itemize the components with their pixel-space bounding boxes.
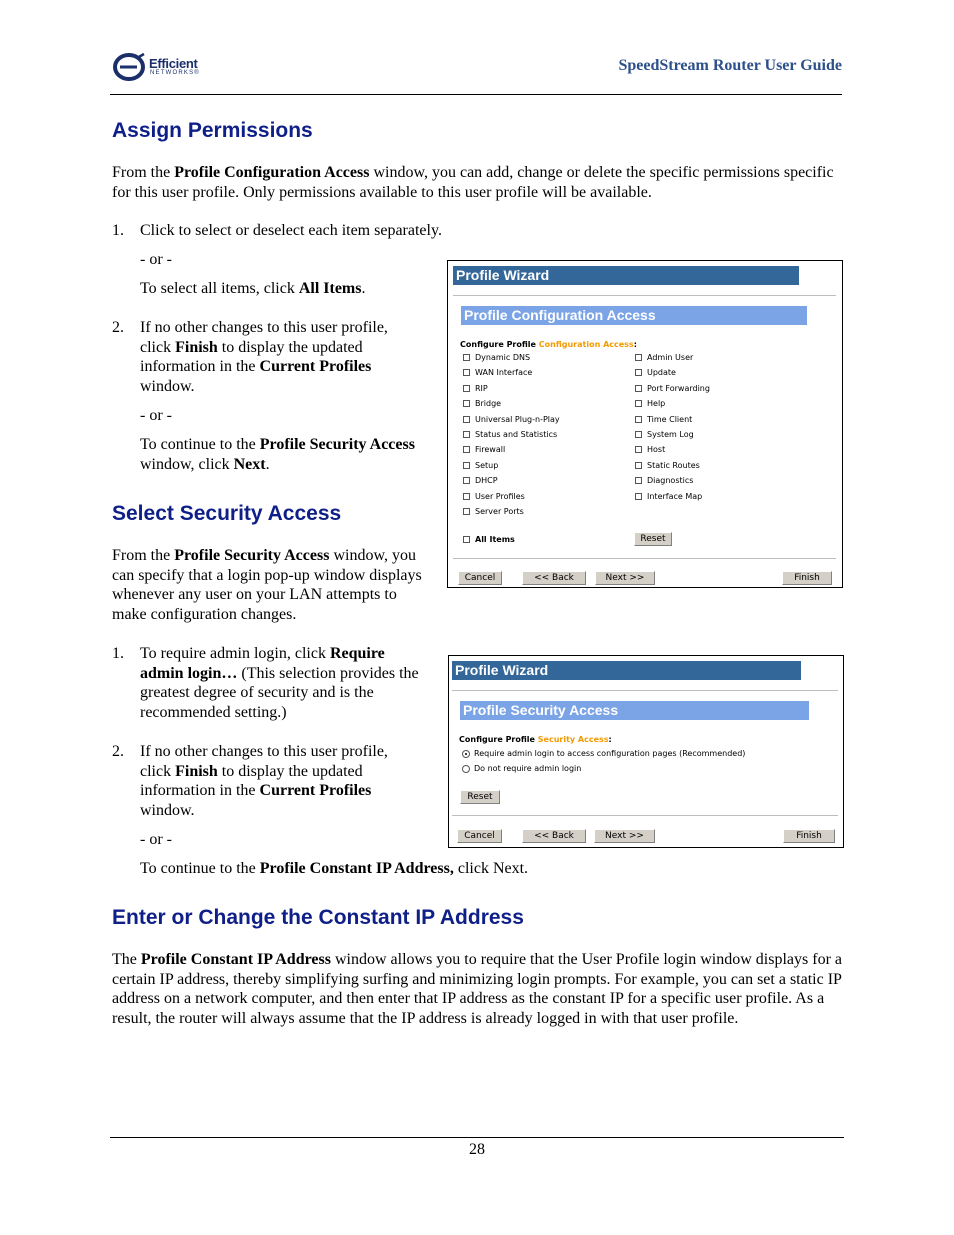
finish-button[interactable]: Finish (782, 571, 832, 585)
next-button[interactable]: Next >> (594, 829, 655, 843)
divider (452, 690, 838, 691)
next-button[interactable]: Next >> (595, 571, 655, 585)
permission-checkbox[interactable]: Port Forwarding (635, 384, 710, 393)
constant-ip-body: The Profile Constant IP Address window allows you to require that the User Profile login window displays for a certain IP address, thereby simplifying surfing and minimizing login prompts. For example, you can set a static IP address on a network computer, and then enter that IP address as the constant IP for a specific user profile. As a result, the router will always assume that the IP address is already logged in with that user profile. (112, 951, 842, 1027)
section-title-bar: Profile Configuration Access (461, 306, 807, 325)
permission-checkbox[interactable]: User Profiles (463, 492, 525, 501)
back-button[interactable]: << Back (522, 571, 586, 585)
permission-checkbox[interactable]: Host (635, 445, 665, 454)
logo-sub: NETWORKS® (150, 70, 200, 76)
security-or: - or - (140, 831, 172, 848)
guide-title: SpeedStream Router User Guide (618, 57, 842, 74)
permission-checkbox[interactable]: Time Client (635, 415, 692, 424)
permission-checkbox[interactable]: Update (635, 368, 676, 377)
reset-button[interactable]: Reset (634, 532, 672, 546)
security-step2-num: 2. (112, 743, 124, 760)
assign-or1: - or - (140, 251, 172, 268)
permission-checkbox[interactable]: Status and Statistics (463, 430, 557, 439)
permission-checkbox[interactable]: Bridge (463, 399, 501, 408)
reset-button[interactable]: Reset (460, 790, 500, 804)
efficient-networks-logo (113, 52, 223, 84)
divider (453, 558, 836, 559)
permission-checkbox[interactable]: Static Routes (635, 461, 700, 470)
back-button[interactable]: << Back (522, 829, 586, 843)
assign-permissions-heading: Assign Permissions (112, 119, 313, 142)
permission-checkbox[interactable]: DHCP (463, 476, 498, 485)
assign-or2: - or - (140, 407, 172, 424)
constant-ip-heading: Enter or Change the Constant IP Address (112, 906, 524, 929)
security-step2-text: If no other changes to this user profile, click Finish to display the updated information in the Current Profiles window. (140, 743, 388, 819)
wizard-title-bar: Profile Wizard (453, 266, 799, 285)
footer-rule (110, 1137, 844, 1138)
assign-all-items-line: To select all items, click All Items. (140, 280, 366, 297)
profile-security-access-screenshot (448, 655, 844, 848)
security-continue-line: To continue to the Profile Constant IP Address, click Next. (140, 860, 529, 877)
cancel-button[interactable]: Cancel (458, 571, 502, 585)
finish-button[interactable]: Finish (783, 829, 835, 843)
permission-checkbox[interactable]: Dynamic DNS (463, 353, 530, 362)
assign-step1-num: 1. (112, 222, 124, 239)
page-number: 28 (469, 1141, 485, 1158)
assign-intro: From the Profile Configuration Access window, you can add, change or delete the specific permissions specific for this user profile. Only permissions available to this user profile will be available. (112, 164, 834, 201)
logo-e-icon (113, 52, 147, 82)
all-items-checkbox[interactable]: All Items (463, 535, 515, 544)
permission-checkbox[interactable]: Server Ports (463, 507, 524, 516)
permission-checkbox[interactable]: Help (635, 399, 665, 408)
logo-word: Efficient (149, 56, 198, 71)
security-step1-num: 1. (112, 645, 124, 662)
permission-checkbox[interactable]: WAN Interface (463, 368, 532, 377)
permission-checkbox[interactable]: Diagnostics (635, 476, 693, 485)
wizard-title-bar: Profile Wizard (452, 661, 801, 680)
assign-step2-num: 2. (112, 319, 124, 336)
configure-profile-label: Configure Profile Configuration Access: (460, 340, 637, 349)
configure-profile-label: Configure Profile Security Access: (459, 735, 612, 744)
permission-checkbox[interactable]: Universal Plug-n-Play (463, 415, 560, 424)
assign-step2-text: If no other changes to this user profile, click Finish to display the updated information in the Current Profiles window. (140, 319, 388, 395)
select-security-heading: Select Security Access (112, 502, 342, 525)
security-step1-text: To require admin login, click Require admin login… (This selection provides the greatest degree of security and is the recommended setting.) (140, 645, 419, 721)
no-admin-login-radio[interactable]: Do not require admin login (462, 764, 581, 773)
permission-checkbox[interactable]: Firewall (463, 445, 505, 454)
divider (453, 295, 836, 296)
permission-checkbox[interactable]: Interface Map (635, 492, 702, 501)
assign-continue-line: To continue to the Profile Security Access window, click Next. (140, 436, 415, 473)
profile-config-access-screenshot (447, 260, 843, 588)
section-title-bar: Profile Security Access (460, 701, 809, 720)
permission-checkbox[interactable]: RIP (463, 384, 488, 393)
require-admin-login-radio[interactable]: Require admin login to access configuration pages (Recommended) (462, 749, 745, 758)
cancel-button[interactable]: Cancel (457, 829, 502, 843)
assign-step1-text: Click to select or deselect each item separately. (140, 222, 442, 239)
permission-checkbox[interactable]: System Log (635, 430, 694, 439)
permission-checkbox[interactable]: Setup (463, 461, 498, 470)
permission-checkbox[interactable]: Admin User (635, 353, 693, 362)
header-rule (110, 94, 842, 95)
divider (452, 815, 838, 816)
security-intro: From the Profile Security Access window, you can specify that a login pop-up window displays whenever any user on your LAN attempts to make configuration changes. (112, 547, 422, 623)
